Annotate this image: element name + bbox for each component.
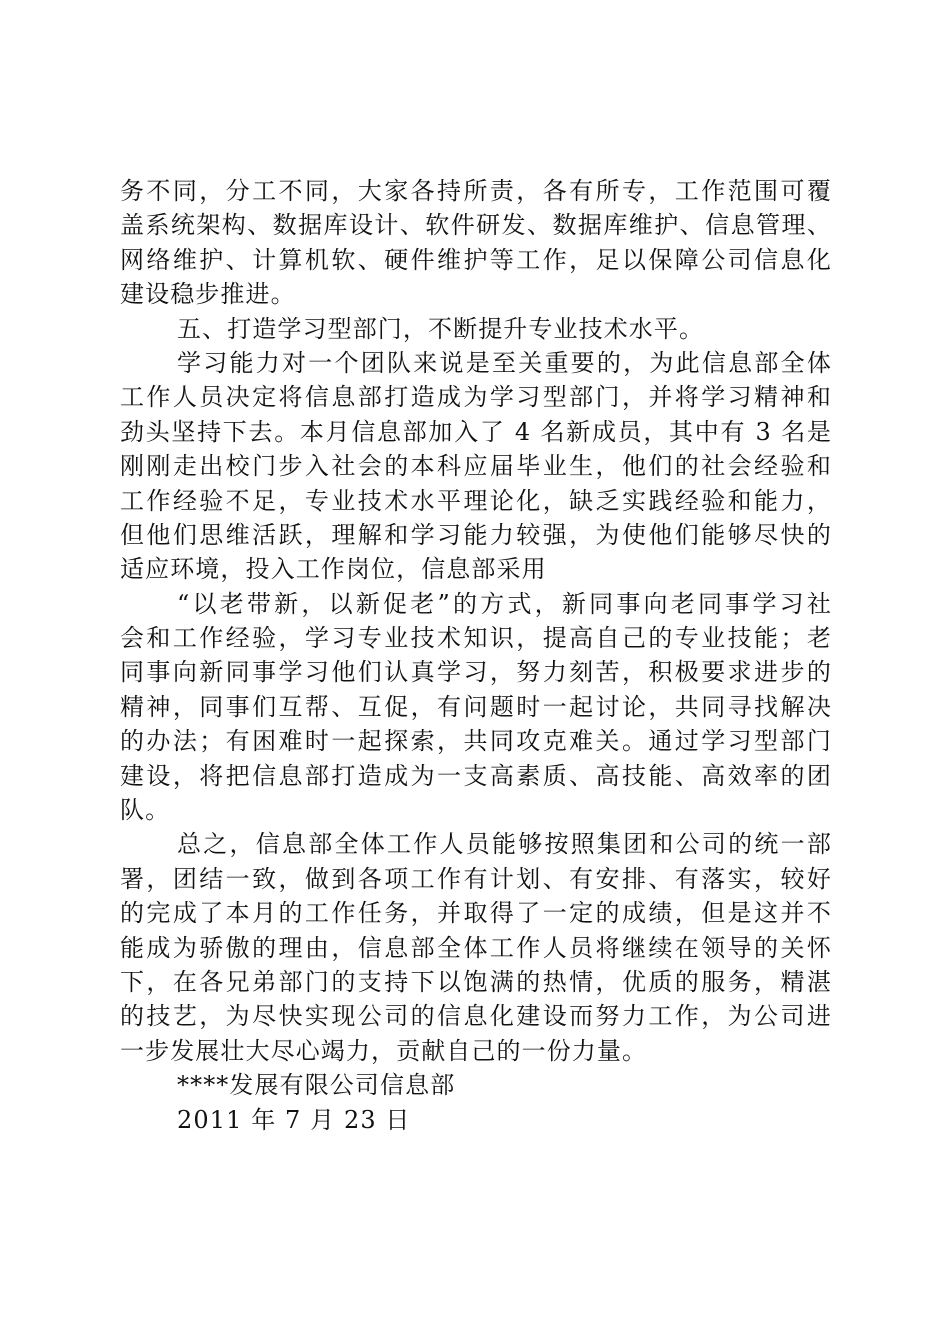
text-line: 精神，同事们互帮、互促，有问题时一起讨论，共同寻找解决 xyxy=(120,692,832,721)
text-line: 队。 xyxy=(120,796,171,825)
text-line: 网络维护、计算机软、硬件维护等工作，足以保障公司信息化 xyxy=(120,245,832,274)
text-line: 建设稳步推进。 xyxy=(120,280,296,309)
text-line: 但他们思维活跃，理解和学习能力较强，为使他们能够尽快的 xyxy=(120,520,832,549)
text-line: 总之，信息部全体工作人员能够按照集团和公司的统一部 xyxy=(177,830,832,859)
text-line: 能成为骄傲的理由，信息部全体工作人员将继续在领导的关怀 xyxy=(120,933,832,962)
text-line: 署，团结一致，做到各项工作有计划、有安排、有落实，较好 xyxy=(120,864,832,893)
text-line: 会和工作经验，学习专业技术知识，提高自己的专业技能；老 xyxy=(120,624,832,653)
text-line: 一步发展壮大尽心竭力，贡献自己的一份力量。 xyxy=(120,1036,648,1065)
text-line: 的办法；有困难时一起探索，共同攻克难关。通过学习型部门 xyxy=(120,727,832,756)
text-line: “以老带新，以新促老”的方式，新同事向老同事学习社 xyxy=(177,589,832,618)
text-line: 的技艺，为尽快实现公司的信息化建设而努力工作，为公司进 xyxy=(120,1002,832,1031)
text-line: 的完成了本月的工作任务，并取得了一定的成绩，但是这并不 xyxy=(120,899,832,928)
text-line: 下，在各兄弟部门的支持下以饱满的热情，优质的服务，精湛 xyxy=(120,967,832,996)
text-line: 工作人员决定将信息部打造成为学习型部门，并将学习精神和 xyxy=(120,383,832,412)
text-line: 学习能力对一个团队来说是至关重要的，为此信息部全体 xyxy=(177,348,832,377)
text-line: 适应环境，投入工作岗位，信息部采用 xyxy=(120,555,547,584)
signature-organization: ****发展有限公司信息部 xyxy=(177,1071,456,1100)
text-line: 劲头坚持下去。本月信息部加入了 4 名新成员，其中有 3 名是 xyxy=(120,417,832,446)
text-line: 刚刚走出校门步入社会的本科应届毕业生，他们的社会经验和 xyxy=(120,452,832,481)
text-line: 盖系统架构、数据库设计、软件研发、数据库维护、信息管理、 xyxy=(120,211,832,240)
text-line: 建设，将把信息部打造成为一支高素质、高技能、高效率的团 xyxy=(120,761,832,790)
signature-date: 2011 年 7 月 23 日 xyxy=(177,1105,411,1134)
text-line: 务不同，分工不同，大家各持所责，各有所专，工作范围可覆 xyxy=(120,177,832,205)
section-heading: 五、打造学习型部门，不断提升专业技术水平。 xyxy=(177,314,705,343)
text-line: 同事向新同事学习他们认真学习，努力刻苦，积极要求进步的 xyxy=(120,658,832,687)
document-body xyxy=(120,174,832,1137)
text-line: 工作经验不足，专业技术水平理论化，缺乏实践经验和能力， xyxy=(120,486,832,515)
